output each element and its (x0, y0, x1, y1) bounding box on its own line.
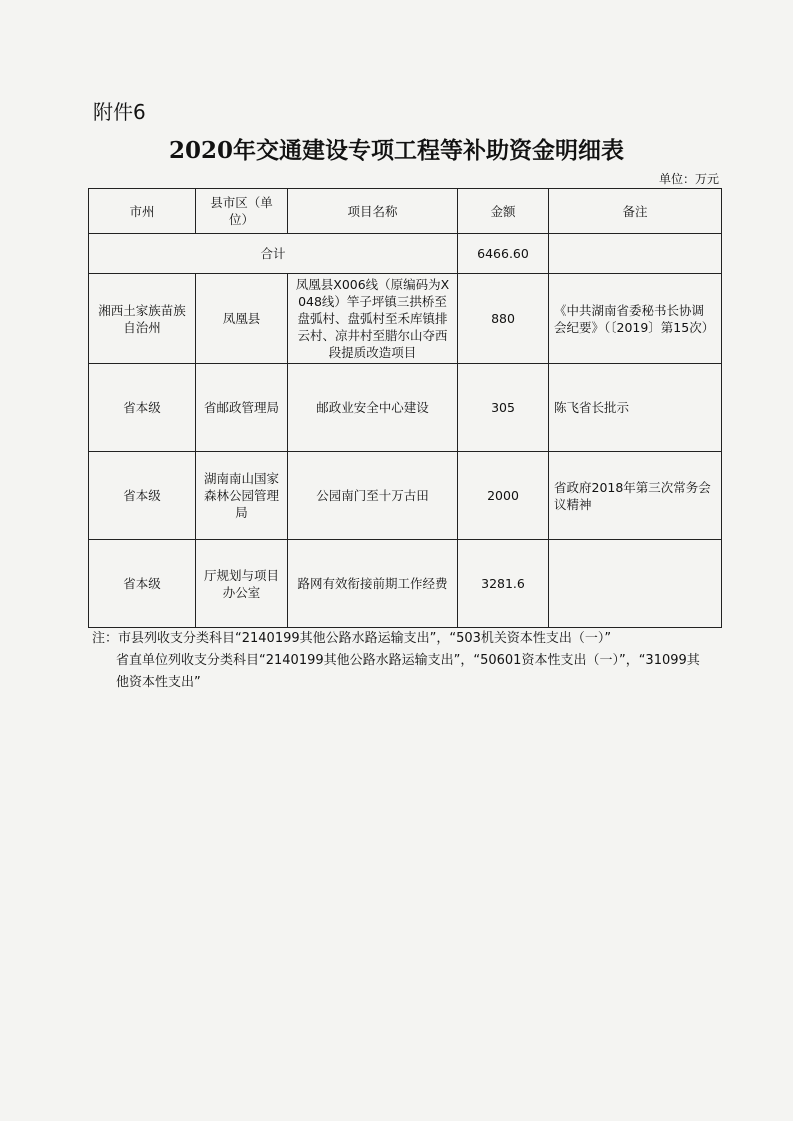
unit-label: 单位：万元 (658, 172, 719, 186)
note-line-2: 省直单位列收支分类科目“2140199其他公路水路运输支出”，“50601资本性支出（一）”，“31099其他资本性支出” (116, 653, 700, 690)
cell-amount: 305 (458, 364, 549, 452)
header-city: 市州 (89, 189, 196, 234)
cell-county: 厅规划与项目办公室 (196, 540, 288, 628)
cell-remark: 省政府2018年第三次常务会议精神 (549, 452, 722, 540)
note-line-1: 注：市县列收支分类科目“2140199其他公路水路运输支出”，“503机关资本性支出（一）” (92, 631, 612, 646)
header-amount: 金额 (458, 189, 549, 234)
header-county: 县市区（单位） (196, 189, 288, 234)
cell-remark: 陈飞省长批示 (549, 364, 722, 452)
cell-project: 公园南门至十万古田 (288, 452, 458, 540)
cell-city: 省本级 (89, 452, 196, 540)
table-row (89, 540, 722, 628)
cell-county: 省邮政管理局 (196, 364, 288, 452)
cell-project: 路网有效衔接前期工作经费 (288, 540, 458, 628)
table-row (89, 274, 722, 364)
cell-project: 凤凰县X006线（原编码为X048线）竿子坪镇三拱桥至盘弧村、盘弧村至禾库镇排云村、凉井村至腊尔山夺西段提质改造项目 (288, 274, 458, 364)
table-header-row (89, 189, 722, 234)
cell-city: 省本级 (89, 540, 196, 628)
cell-county: 凤凰县 (196, 274, 288, 364)
total-label: 合计 (89, 234, 458, 274)
total-row (89, 234, 722, 274)
table-row (89, 452, 722, 540)
page-title: 2020年交通建设专项工程等补助资金明细表 (168, 137, 624, 164)
header-project: 项目名称 (288, 189, 458, 234)
total-remark (549, 234, 722, 274)
cell-city: 省本级 (89, 364, 196, 452)
cell-project: 邮政业安全中心建设 (288, 364, 458, 452)
attachment-label: 附件6 (93, 100, 146, 124)
subsidy-table (88, 188, 722, 628)
cell-city: 湘西土家族苗族自治州 (89, 274, 196, 364)
header-remark: 备注 (549, 189, 722, 234)
table-row (89, 364, 722, 452)
cell-amount: 3281.6 (458, 540, 549, 628)
cell-remark (549, 540, 722, 628)
total-amount: 6466.60 (458, 234, 549, 274)
cell-remark: 《中共湖南省委秘书长协调会纪要》（〔2019〕第15次） (549, 274, 722, 364)
cell-amount: 2000 (458, 452, 549, 540)
cell-county: 湖南南山国家森林公园管理局 (196, 452, 288, 540)
cell-amount: 880 (458, 274, 549, 364)
notes (92, 628, 712, 694)
